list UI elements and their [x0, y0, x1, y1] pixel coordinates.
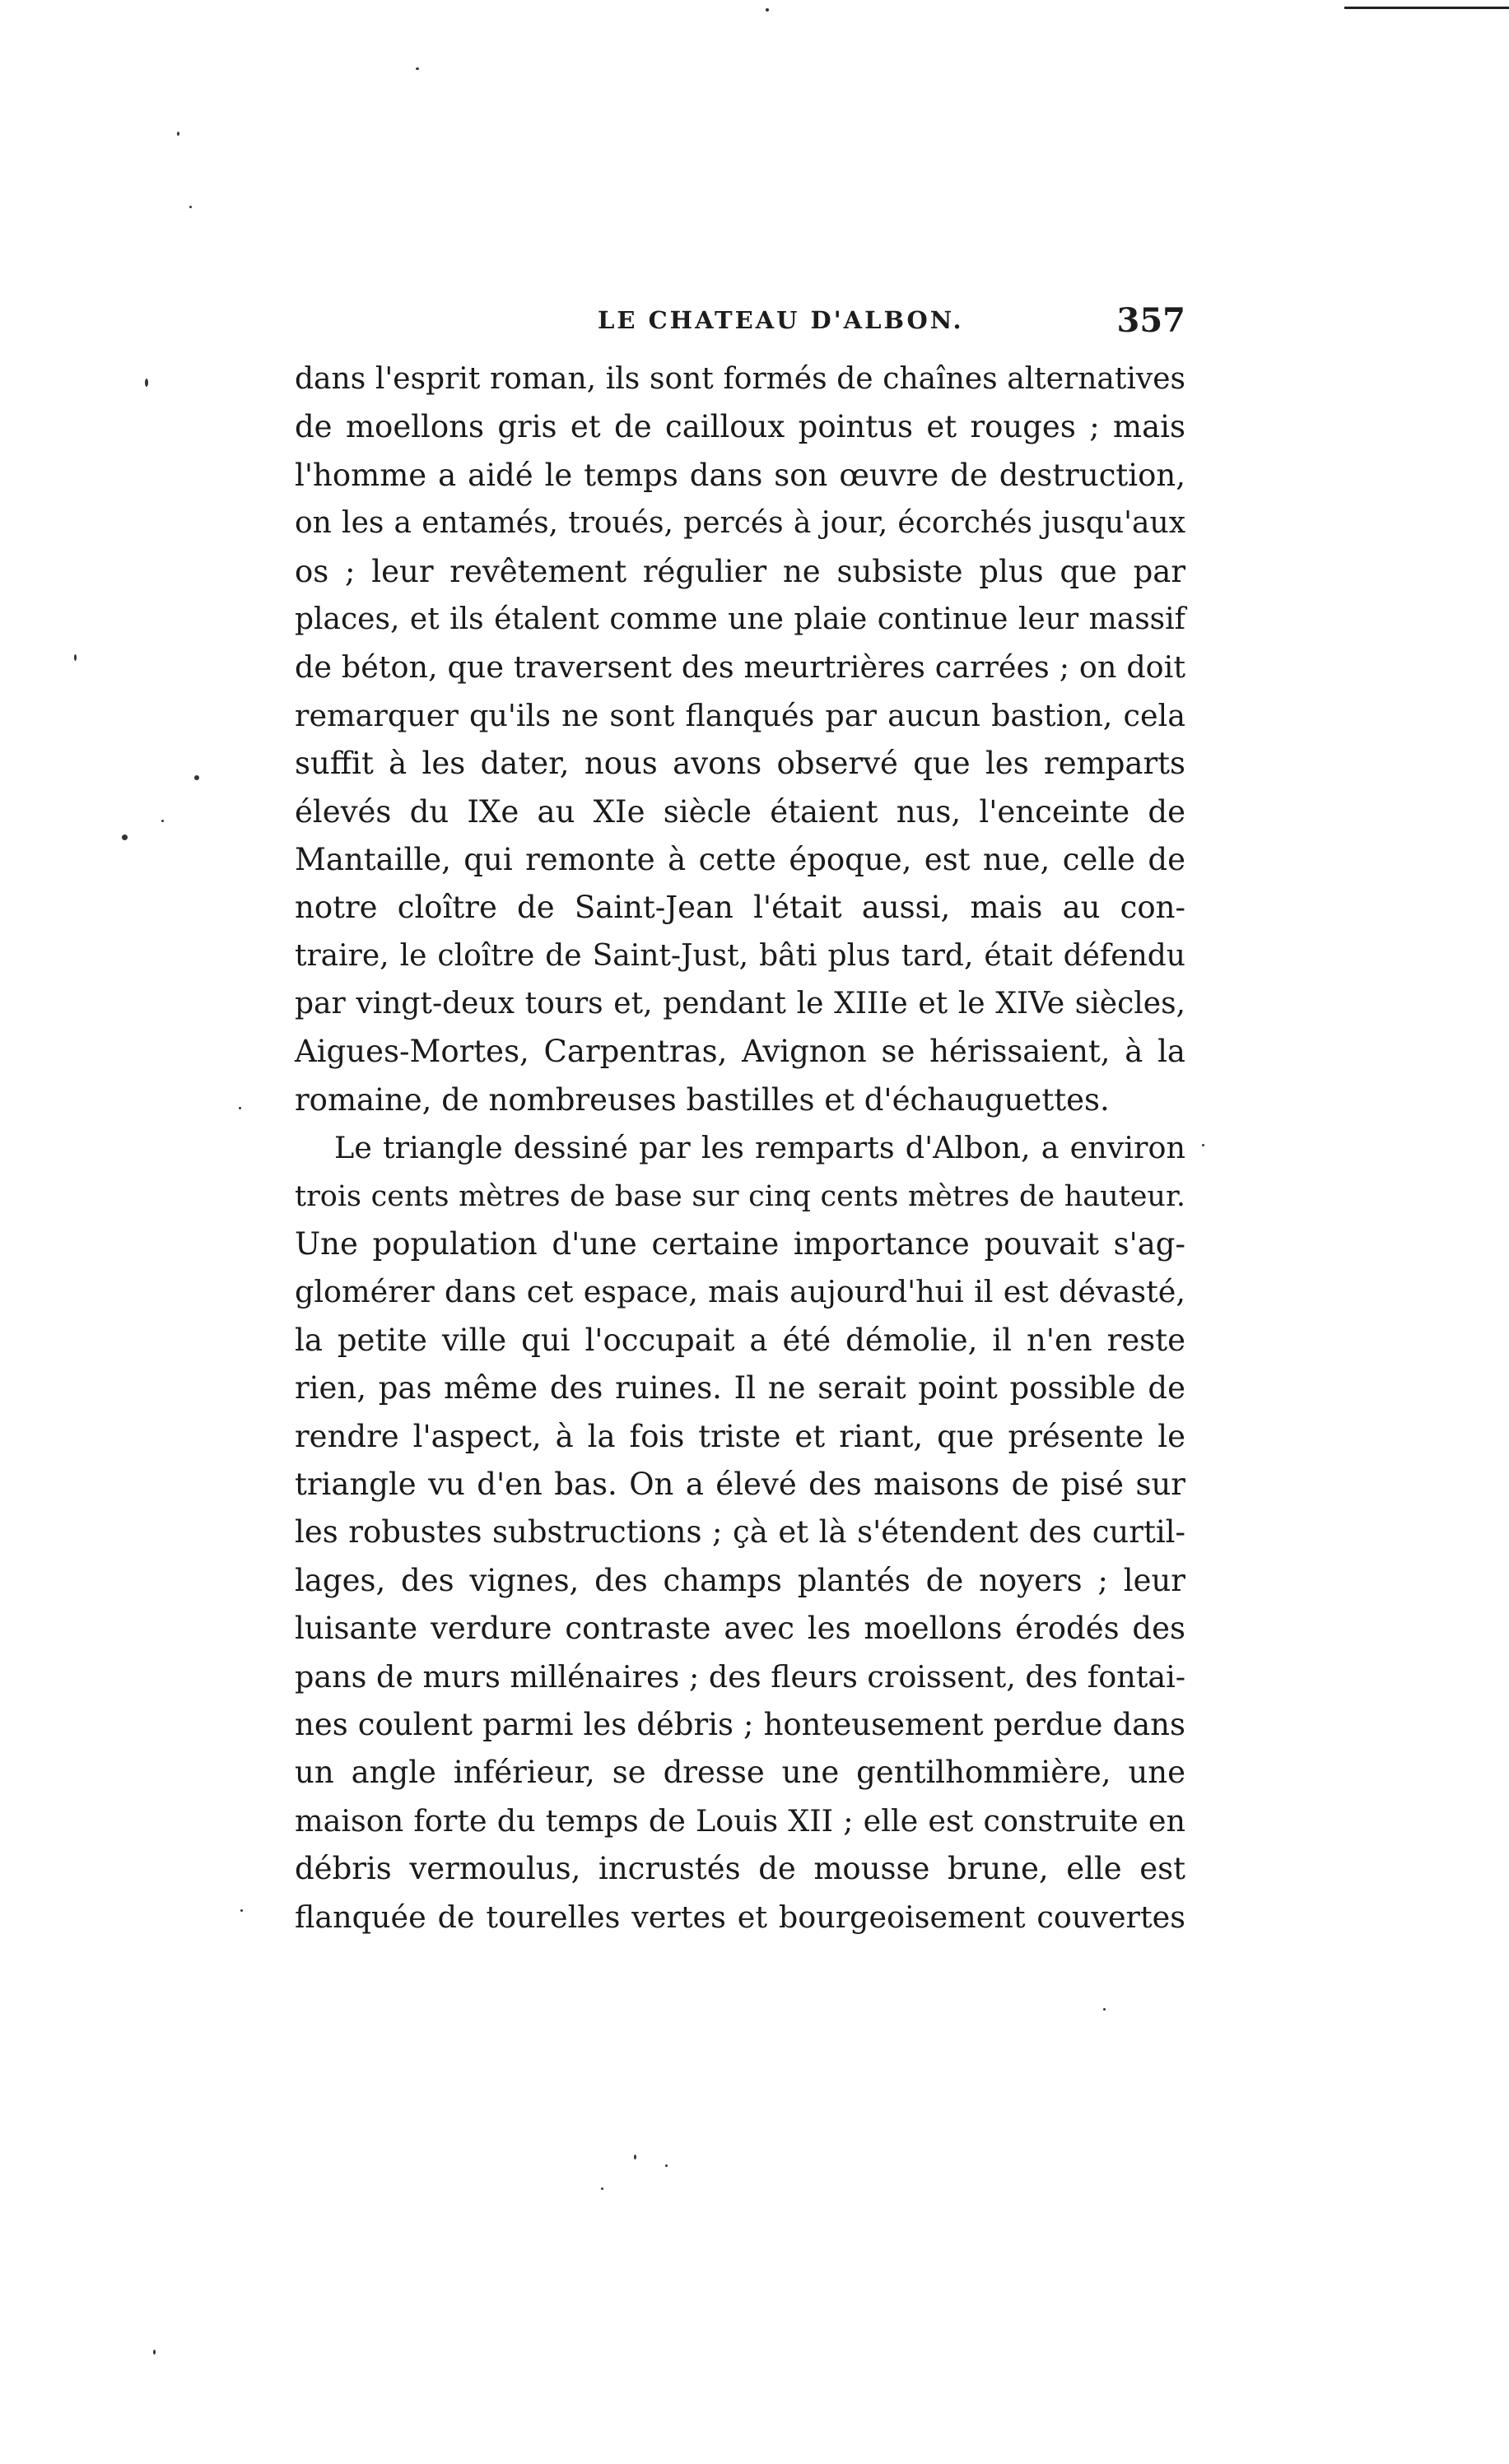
text-line-paragraph-start: Le triangle dessiné par les remparts d'Albon, a environ	[334, 1130, 1185, 1166]
text-line: pans de murs millénaires ; des fleurs croissent, des fontai-	[295, 1658, 1186, 1695]
text-line: lages, des vignes, des champs plantés de noyers ; leur	[295, 1562, 1185, 1598]
scan-edge-line	[1344, 7, 1509, 9]
scan-speck	[240, 1909, 243, 1912]
scan-speck	[239, 1107, 241, 1109]
scan-speck	[194, 775, 199, 780]
scan-speck	[189, 206, 192, 208]
text-line: un angle inférieur, se dresse une gentilhommière, une	[295, 1755, 1185, 1791]
text-line: dans l'esprit roman, ils sont formés de chaînes alternatives	[295, 362, 1185, 396]
scan-speck	[766, 8, 769, 12]
scan-speck	[145, 379, 148, 387]
body-text	[295, 356, 1185, 1941]
text-line: Mantaille, qui remonte à cette époque, est nue, celle de	[295, 841, 1185, 877]
text-line: os ; leur revêtement régulier ne subsiste plus que par	[295, 553, 1185, 589]
text-line: élevés du IXe au XIe siècle étaient nus, l'enceinte de	[295, 793, 1185, 830]
text-line: on les a entamés, troués, percés à jour, écorchés jusqu'aux	[295, 506, 1185, 541]
text-line: débris vermoulus, incrustés de mousse brune, elle est	[295, 1851, 1185, 1887]
text-line: places, et ils étalent comme une plaie continue leur massif	[295, 602, 1185, 636]
page-number: 357	[1116, 301, 1185, 340]
text-line: de moellons gris et de cailloux pointus et rouges ; mais	[295, 409, 1185, 445]
text-line: par vingt-deux tours et, pendant le XIIIe et le XIVe siècles,	[295, 987, 1185, 1021]
text-line: la petite ville qui l'occupait a été démolie, il n'en reste	[295, 1322, 1185, 1358]
text-line-paragraph-end: romaine, de nombreuses bastilles et d'échauguettes.	[295, 1081, 1110, 1118]
scan-speck	[74, 654, 77, 661]
running-title: LE CHATEAU D'ALBON.	[598, 306, 964, 334]
text-line: maison forte du temps de Louis XII ; elle est construite en	[295, 1802, 1185, 1839]
text-line: triangle vu d'en bas. On a élevé des maisons de pisé sur	[295, 1466, 1185, 1502]
scan-speck	[416, 67, 419, 70]
scan-speck	[161, 820, 164, 822]
text-line: luisante verdure contraste avec les moellons érodés des	[295, 1611, 1185, 1647]
scan-speck	[601, 2187, 603, 2190]
scan-speck	[122, 835, 128, 840]
text-line: remarquer qu'ils ne sont flanqués par aucun bastion, cela	[295, 697, 1185, 733]
scan-speck	[634, 2155, 636, 2159]
text-line: notre cloître de Saint-Jean l'était aussi, mais au con-	[295, 890, 1185, 926]
text-line: flanquée de tourelles vertes et bourgeoisement couvertes	[295, 1899, 1185, 1935]
scan-speck	[1202, 1144, 1204, 1146]
text-line: de béton, que traversent des meurtrières carrées ; on doit	[295, 649, 1185, 686]
text-line: trois cents mètres de base sur cinq cents mètres de hauteur.	[295, 1179, 1185, 1213]
text-line: Aigues-Mortes, Carpentras, Avignon se hérissaient, à la	[295, 1034, 1185, 1070]
text-line: traire, le cloître de Saint-Just, bâti plus tard, était défendu	[295, 938, 1185, 973]
text-line: rendre l'aspect, à la fois triste et riant, que présente le	[295, 1418, 1185, 1454]
scan-speck	[177, 132, 179, 136]
text-line: rien, pas même des ruines. Il ne serait point possible de	[295, 1370, 1185, 1406]
text-line: l'homme a aidé le temps dans son œuvre de destruction,	[295, 457, 1185, 493]
text-line: glomérer dans cet espace, mais aujourd'hui il est dévasté,	[295, 1274, 1185, 1310]
running-head	[296, 301, 1185, 356]
text-line: nes coulent parmi les débris ; honteusement perdue dans	[295, 1706, 1185, 1742]
scan-speck	[1103, 2008, 1106, 2011]
text-line: les robustes substructions ; çà et là s'étendent des curtil-	[295, 1514, 1185, 1550]
text-line: suffit à les dater, nous avons observé que les remparts	[295, 746, 1185, 782]
scan-speck	[153, 2350, 156, 2355]
text-line: Une population d'une certaine importance pouvait s'ag-	[295, 1226, 1185, 1262]
scan-speck	[665, 2164, 668, 2167]
